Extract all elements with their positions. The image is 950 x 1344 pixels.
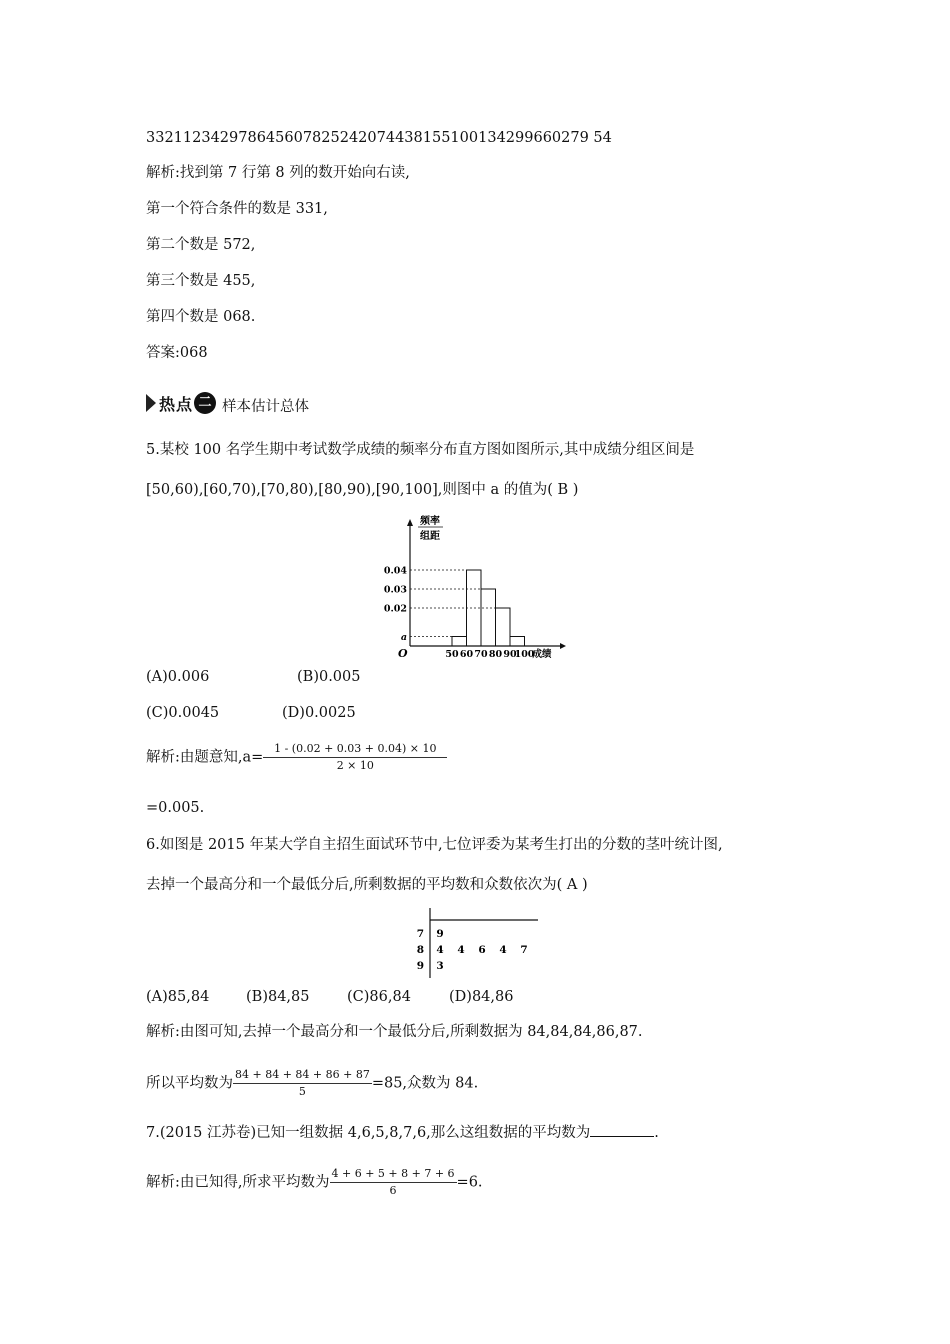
- q6-option-d: (D)84,86: [449, 989, 514, 1005]
- x-tick-label: 50: [445, 649, 459, 660]
- q6-option-b: (B)84,85: [246, 989, 310, 1005]
- q5-option-d: (D)0.0025: [282, 705, 356, 721]
- q7-stem: [146, 1122, 659, 1143]
- badge-text: 热点: [159, 394, 194, 414]
- leaf-value: 4: [436, 944, 444, 956]
- q4-line-2: 第二个数是 572,: [146, 237, 256, 253]
- q5-option-a: (A)0.006: [146, 669, 210, 685]
- hotspot-badge: [146, 392, 216, 415]
- q7-fraction-denominator: 6: [389, 1184, 397, 1197]
- stem-leaf-plot: [410, 908, 545, 980]
- q7-stem-end: .: [654, 1125, 659, 1141]
- q7-fraction: [330, 1167, 457, 1198]
- badge-number: 二: [194, 392, 216, 414]
- stem-value: 9: [416, 960, 424, 972]
- q5-fraction: [263, 742, 447, 773]
- q6-fraction-denominator: 5: [298, 1085, 306, 1098]
- q6-stem-line-1: 6.如图是 2015 年某大学自主招生面试环节中,七位评委为某考生打出的分数的茎叶统计图,: [146, 837, 723, 853]
- leaf-value: 4: [457, 944, 465, 956]
- section-heading: [146, 392, 309, 414]
- y-axis-arrow-icon: [407, 519, 413, 526]
- histogram-chart: [370, 510, 575, 665]
- y-tick-label: 0.03: [383, 584, 407, 596]
- q5-analysis-prefix: 解析:由题意知,a=: [146, 749, 264, 766]
- q5-option-c: (C)0.0045: [146, 705, 220, 721]
- q4-answer: 答案:068: [146, 345, 208, 361]
- histogram-bar: [510, 637, 525, 647]
- histogram-bar: [452, 637, 467, 647]
- q5-fraction-numerator: 1 - (0.02 + 0.03 + 0.04) × 10: [263, 742, 447, 758]
- q5-stem-line-2: [50,60),[60,70),[70,80),[80,90),[90,100],则图中 a 的值为( B ): [146, 482, 579, 498]
- x-tick-label: 60: [459, 649, 474, 660]
- q5-fraction-denominator: 2 × 10: [336, 759, 374, 772]
- y-tick-label: a: [400, 632, 407, 643]
- x-tick-label: 100: [514, 649, 535, 660]
- leaf-value: 7: [520, 944, 528, 956]
- q7-analysis-prefix: 解析:由已知得,所求平均数为: [146, 1174, 330, 1191]
- y-tick-label: 0.04: [383, 565, 407, 577]
- q6-mean-suffix: =85,众数为 84.: [371, 1075, 479, 1092]
- q6-fraction: [233, 1068, 372, 1099]
- leaf-value: 3: [436, 960, 444, 972]
- q7-analysis-suffix: =6.: [456, 1174, 483, 1191]
- x-tick-label: 80: [488, 649, 503, 660]
- q6-mean-line: [146, 1068, 478, 1099]
- q6-mean-prefix: 所以平均数为: [146, 1075, 233, 1092]
- q5-analysis: [146, 742, 447, 773]
- q4-line-4: 第四个数是 068.: [146, 309, 256, 325]
- answer-blank[interactable]: [590, 1122, 654, 1137]
- q6-stem-line-2: 去掉一个最高分和一个最低分后,所剩数据的平均数和众数依次为( A ): [146, 877, 588, 893]
- x-axis-arrow-icon: [560, 643, 566, 649]
- x-tick-label: 70: [474, 649, 488, 660]
- q6-fraction-numerator: 84 + 84 + 84 + 86 + 87: [233, 1068, 372, 1084]
- y-axis-label-bottom: 组距: [420, 531, 440, 542]
- q4-line-1: 第一个符合条件的数是 331,: [146, 201, 328, 217]
- q6-option-c: (C)86,84: [347, 989, 411, 1005]
- q7-stem-text: 7.(2015 江苏卷)已知一组数据 4,6,5,8,7,6,那么这组数据的平均数为: [146, 1125, 591, 1141]
- q7-fraction-numerator: 4 + 6 + 5 + 8 + 7 + 6: [330, 1167, 457, 1183]
- q6-analysis: 解析:由图可知,去掉一个最高分和一个最低分后,所剩数据为 84,84,84,86,87.: [146, 1024, 643, 1040]
- random-digits-row: 332112342978645607825242074438155100134299660279 54: [146, 130, 612, 146]
- histogram-bar: [481, 589, 496, 646]
- histogram-bar: [496, 608, 511, 646]
- q4-line-3: 第三个数是 455,: [146, 273, 256, 289]
- leaf-value: 4: [499, 944, 507, 956]
- origin-label: O: [398, 647, 408, 660]
- q5-option-b: (B)0.005: [297, 669, 361, 685]
- stem-value: 7: [416, 928, 424, 940]
- q6-option-a: (A)85,84: [146, 989, 210, 1005]
- stem-value: 8: [416, 944, 424, 956]
- q7-analysis: [146, 1167, 483, 1198]
- y-tick-label: 0.02: [383, 603, 407, 615]
- section-title: 样本估计总体: [222, 398, 310, 415]
- q5-stem-line-1: 5.某校 100 名学生期中考试数学成绩的频率分布直方图如图所示,其中成绩分组区间是: [146, 442, 695, 458]
- x-tick-label: 90: [503, 649, 517, 660]
- q4-analysis: 解析:找到第 7 行第 8 列的数开始向右读,: [146, 165, 410, 181]
- leaf-value: 9: [436, 928, 444, 940]
- play-arrow-icon: [146, 394, 156, 412]
- y-axis-label-top: 频率: [420, 516, 440, 527]
- x-axis-label: 成绩: [532, 649, 552, 660]
- leaf-value: 6: [478, 944, 486, 956]
- q5-result: =0.005.: [146, 800, 205, 816]
